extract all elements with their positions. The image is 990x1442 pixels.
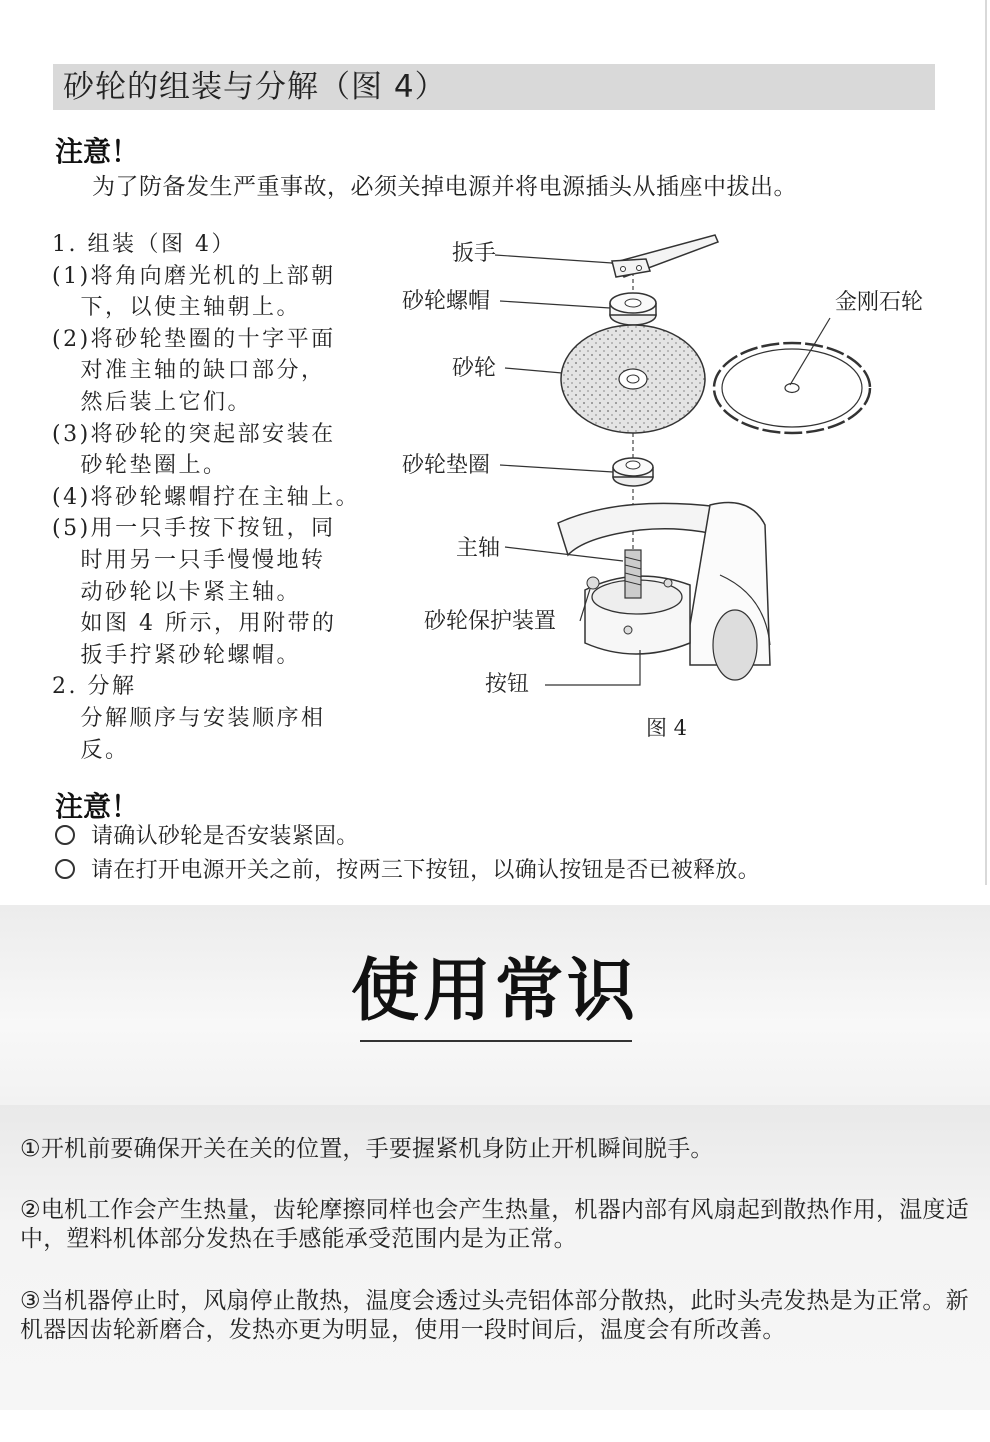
step-line: 扳手拧紧砂轮螺帽。 — [52, 642, 301, 668]
usage-paragraph: ①开机前要确保开关在关的位置，手要握紧机身防止开机瞬间脱手。 — [20, 1136, 714, 1162]
step-line: (5)用一只手按下按钮，同 — [52, 516, 336, 542]
label-washer: 砂轮垫圈 — [402, 453, 491, 478]
usage-paragraph: ②电机工作会产生热量，齿轮摩擦同样也会产生热量，机器内部有风扇起到散热作用，温度适中，塑料机体部分发热在手感能承受范围内是为正常。 — [20, 1197, 969, 1252]
caution-notes — [55, 820, 760, 888]
step-line: (3)将砂轮的突起部安装在 — [52, 421, 336, 447]
step-line: 对准主轴的缺口部分， — [52, 358, 326, 384]
leader-line — [505, 368, 562, 373]
label-wrench: 扳手 — [452, 241, 497, 266]
assembly-steps — [52, 229, 382, 766]
leader-line — [495, 255, 612, 263]
label-guard: 砂轮保护装置 — [424, 609, 557, 634]
step-line: 时用另一只手慢慢地转 — [52, 547, 326, 573]
step-line: 砂轮垫圈上。 — [52, 453, 228, 479]
title-underline — [360, 1040, 632, 1042]
grinder-diagram — [390, 225, 950, 755]
caution-heading-2: 注意！ — [55, 790, 140, 823]
circle-bullet-icon — [55, 825, 75, 845]
caution-text: 为了防备发生严重事故，必须关掉电源并将电源插头从插座中拔出。 — [92, 174, 797, 200]
step-line: 反。 — [52, 737, 130, 763]
section-header-bar — [53, 64, 935, 110]
wheel-washer-icon — [613, 458, 653, 486]
step-line: 如图 4 所示，用附带的 — [52, 611, 337, 637]
label-nut: 砂轮螺帽 — [402, 289, 491, 314]
leader-line — [500, 301, 610, 308]
label-button: 按钮 — [485, 672, 530, 697]
step-line: 动砂轮以卡紧主轴。 — [52, 579, 301, 605]
leader-line — [545, 650, 640, 685]
page-edge-rule — [985, 0, 987, 885]
note-text: 请确认砂轮是否安装紧固。 — [91, 824, 359, 849]
leader-line — [505, 547, 623, 561]
label-spindle: 主轴 — [456, 536, 501, 561]
step-line: 2. 分解 — [52, 674, 137, 700]
circle-bullet-icon — [55, 859, 75, 879]
step-line: 然后装上它们。 — [52, 389, 252, 415]
leader-line — [500, 465, 613, 472]
note-item — [55, 854, 760, 888]
grinding-wheel-icon — [561, 325, 705, 433]
note-item — [55, 820, 760, 854]
assembly-figure — [390, 225, 950, 755]
usage-title: 使用常识 — [350, 952, 639, 1031]
step-line: 下，以使主轴朝上。 — [52, 295, 301, 321]
note-text: 请在打开电源开关之前，按两三下按钮，以确认按钮是否已被释放。 — [91, 858, 761, 883]
step-line: 分解顺序与安装顺序相 — [52, 705, 326, 731]
step-line: (1)将角向磨光机的上部朝 — [52, 263, 336, 289]
step-line: (4)将砂轮螺帽拧在主轴上。 — [52, 484, 361, 510]
diamond-wheel-icon — [714, 343, 870, 433]
usage-paragraph: ③当机器停止时，风扇停止散热，温度会透过头壳铝体部分散热，此时头壳发热是为正常。新机器因齿轮新磨合，发热亦更为明显，使用一段时间后，温度会有所改善。 — [20, 1288, 969, 1343]
step-line: (2)将砂轮垫圈的十字平面 — [52, 326, 336, 352]
wrench-icon — [612, 235, 718, 277]
wheel-nut-icon — [610, 293, 656, 325]
section-title: 砂轮的组装与分解（图 4） — [63, 69, 447, 105]
caution-heading: 注意！ — [55, 135, 140, 168]
label-wheel: 砂轮 — [452, 356, 497, 381]
step-line: 1. 组装（图 4） — [52, 232, 236, 257]
label-diamond-wheel: 金刚石轮 — [835, 290, 924, 315]
figure-caption: 图 4 — [646, 716, 688, 740]
